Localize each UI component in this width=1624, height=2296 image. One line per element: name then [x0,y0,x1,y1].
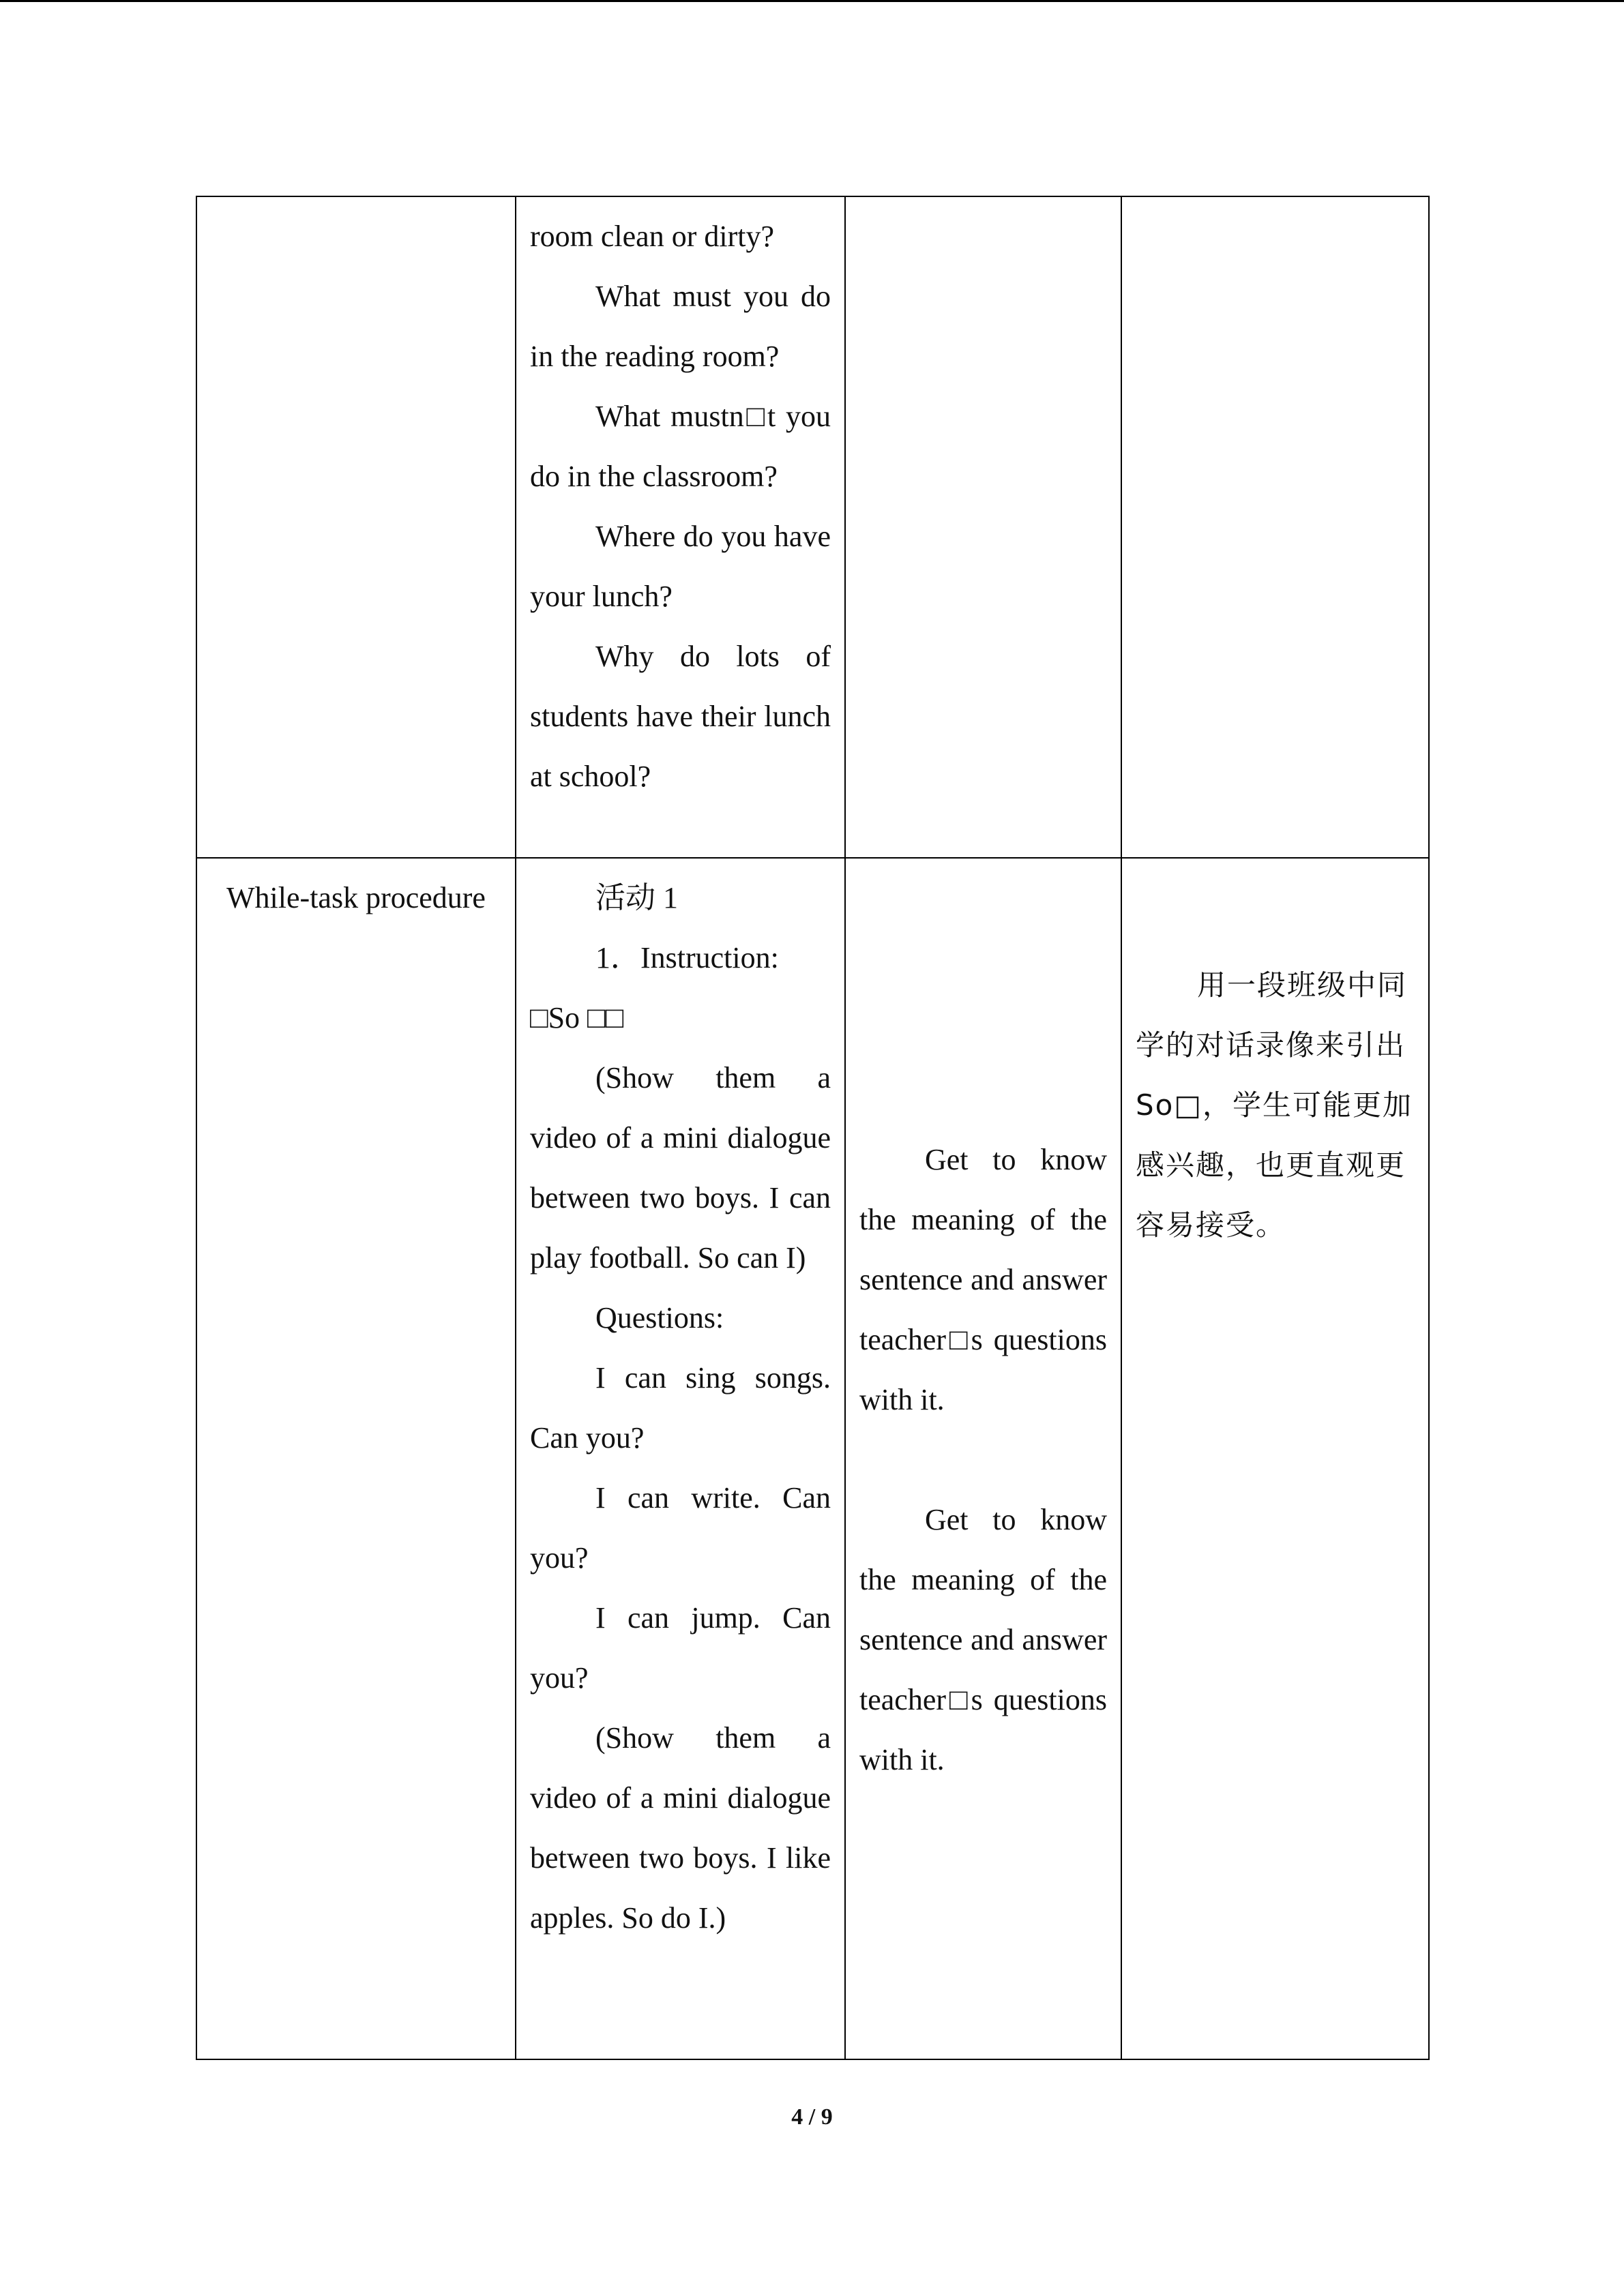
content-line: What must you do in the reading room? [530,280,831,373]
content-line: (Show them a video of a mini dialogue between two boys. I like apples. So do I.) [530,1721,831,1935]
top-border-line [0,0,1624,2]
page-number: 4 / 9 [791,2104,833,2130]
content-cell [516,196,845,858]
table-row [196,196,1429,858]
content-line: Where do you have your lunch? [530,520,831,613]
content-line: Why do lots of students have their lunch at school? [530,640,831,793]
student-activity-cell [845,858,1121,2059]
content-line: What mustn□t you do in the classroom? [530,400,831,493]
content-line: I can jump. Can you? [530,1601,831,1695]
stage-cell [196,196,516,858]
content-line: 活动 1 [595,881,678,914]
stage-cell: While-task procedure [196,858,516,2059]
purpose-cell [1121,196,1429,858]
lesson-plan-table [196,196,1430,2060]
content-cell [516,858,845,2059]
student-activity-cell [845,196,1121,858]
content-line: Questions: [595,1301,724,1335]
content-line: I can sing songs. Can you? [530,1361,831,1455]
table-row [196,858,1429,2059]
student-activity-text: Get to know the meaning of the sentence and answer teacher□s questions with it. [859,1503,1107,1776]
content-line: I can write. Can you? [530,1481,831,1575]
content-line: 1．Instruction: [595,941,779,974]
student-activity-text: Get to know the meaning of the sentence and answer teacher□s questions with it. [859,1143,1107,1416]
purpose-cell [1121,858,1429,2059]
purpose-text: 用一段班级中同学的对话录像来引出 So□，学生可能更加感兴趣，也更直观更容易接受。 [1136,968,1413,1242]
content-line: (Show them a video of a mini dialogue between two boys. I can play football. So can I) [530,1061,831,1274]
content-line: room clean or dirty? [530,220,774,253]
content-line: □So □□ [530,1001,624,1034]
